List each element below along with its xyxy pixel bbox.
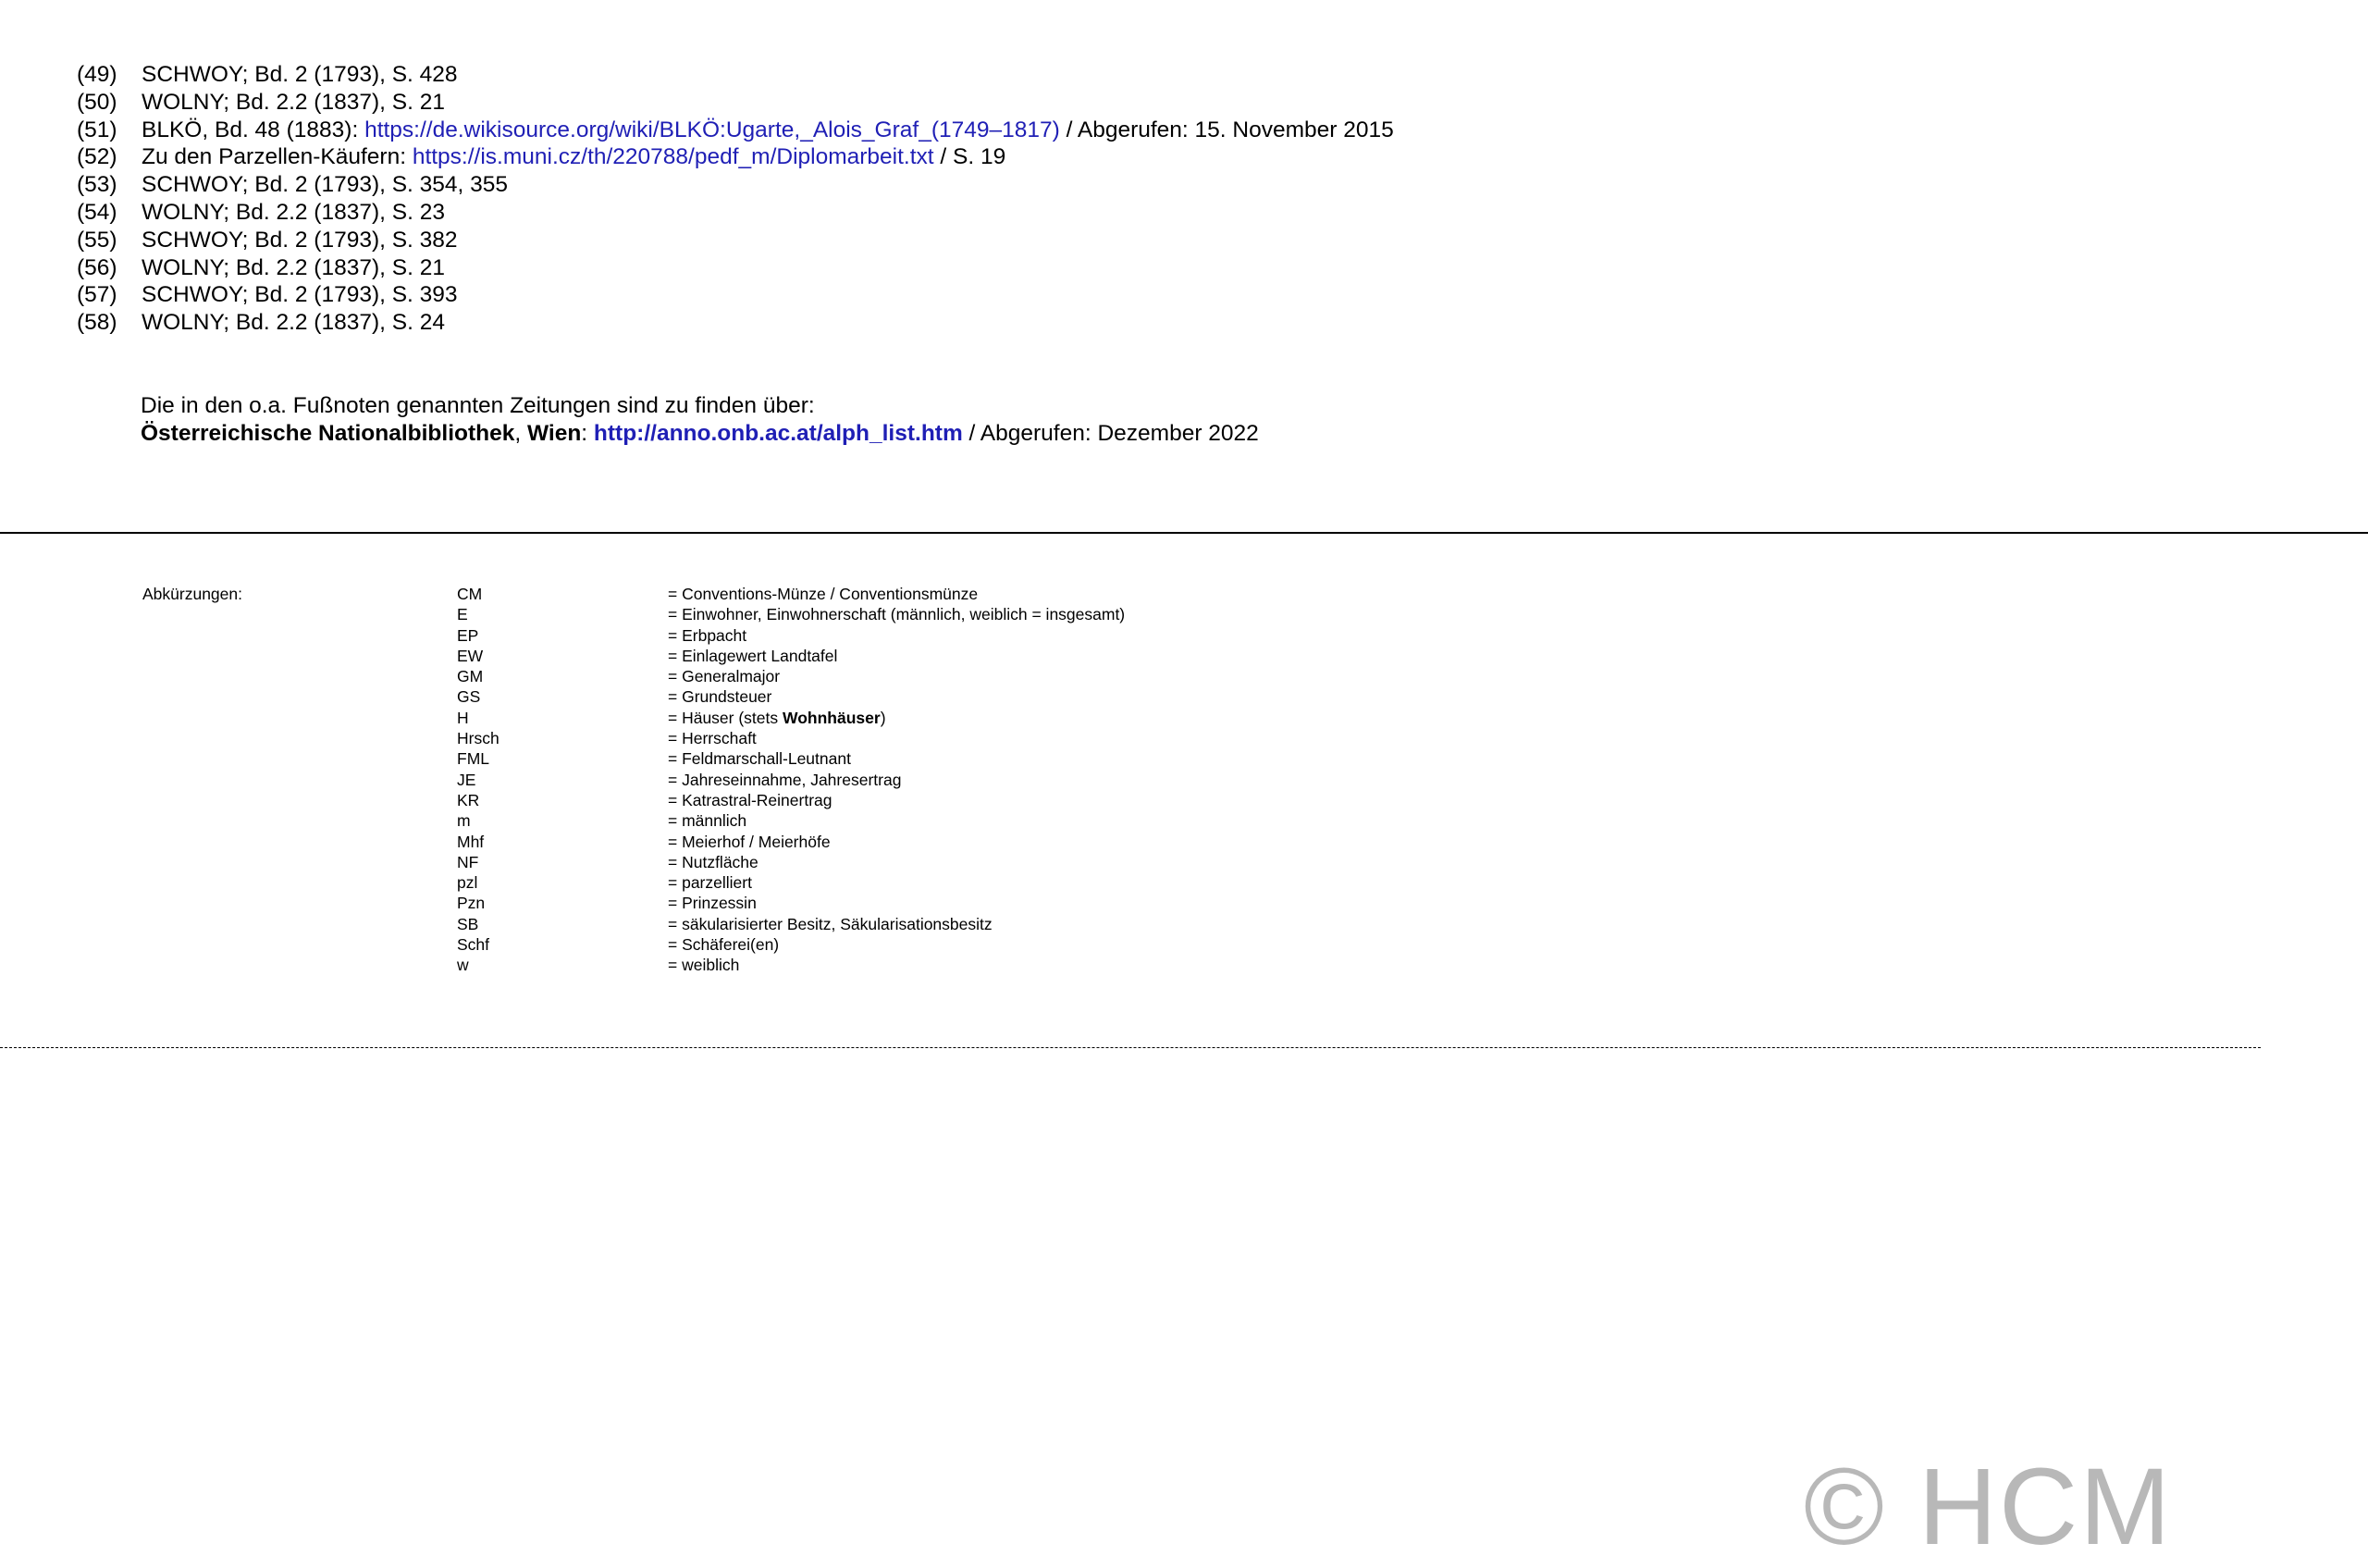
- footnote-text: SCHWOY; Bd. 2 (1793), S. 428: [142, 62, 458, 87]
- abbreviation-row: [457, 790, 1125, 810]
- abbreviation-row: [457, 955, 1125, 975]
- abbreviation-definition: = Generalmajor: [668, 667, 781, 686]
- abbreviation-definition: = weiblich: [668, 956, 740, 975]
- footnote-number: (57): [77, 282, 117, 308]
- abbreviation-definition: = säkularisierter Besitz, Säkularisationsbesitz: [668, 914, 993, 933]
- abbreviation-row: [457, 852, 1125, 872]
- abbreviation-code: Mhf: [457, 832, 485, 851]
- abbreviation-row: [457, 893, 1125, 913]
- abbreviation-code: H: [457, 708, 469, 727]
- abbreviation-row: [457, 728, 1125, 748]
- footnote-number: (51): [77, 117, 117, 142]
- diplomarbeit-link[interactable]: https://is.muni.cz/th/220788/pedf_m/Diplomarbeit.txt: [412, 144, 934, 170]
- copyright-watermark: © HCM: [1804, 1446, 2173, 1568]
- abbreviation-row: [457, 625, 1125, 646]
- abbreviation-code: GM: [457, 667, 484, 686]
- footnote-text: SCHWOY; Bd. 2 (1793), S. 393: [142, 282, 458, 308]
- footnote-item: [77, 171, 1394, 199]
- footnote-item: [77, 227, 1394, 254]
- footnote-text: WOLNY; Bd. 2.2 (1837), S. 23: [142, 199, 445, 225]
- anno-link[interactable]: http://anno.onb.ac.at/alph_list.htm: [593, 421, 963, 446]
- footnote-text: SCHWOY; Bd. 2 (1793), S. 354, 355: [142, 172, 509, 198]
- abbreviation-definition: = Prinzessin: [668, 894, 757, 913]
- abbreviation-row: [457, 646, 1125, 666]
- footnote-number: (56): [77, 254, 117, 280]
- dashed-divider: [0, 1047, 2261, 1048]
- footnote-number: (50): [77, 89, 117, 115]
- abbreviation-definition: = Meierhof / Meierhöfe: [668, 832, 831, 851]
- abbreviation-row: [457, 872, 1125, 893]
- abbreviation-row: [457, 748, 1125, 769]
- abbreviation-row: [457, 708, 1125, 728]
- footnote-item: [77, 61, 1394, 89]
- footnote-text: Zu den Parzellen-Käufern: https://is.muni.cz/th/220788/pedf_m/Diplomarbeit.txt / S. 19: [142, 144, 1006, 170]
- abbreviation-definition: = Schäferei(en): [668, 935, 780, 955]
- abbreviation-row: [457, 584, 1125, 604]
- abbreviation-definition: = Herrschaft: [668, 729, 757, 748]
- footnote-number: (54): [77, 199, 117, 225]
- sources-line: Österreichische Nationalbibliothek, Wien: http://anno.onb.ac.at/alph_list.htm / Abgerufen: Dezember 2022: [141, 421, 1259, 446]
- footnote-text: BLKÖ, Bd. 48 (1883): https://de.wikisource.org/wiki/BLKÖ:Ugarte,_Alois_Graf_(1749–1817) / Abgerufen: 15. November 2015: [142, 117, 1394, 142]
- abbreviation-definition: = parzelliert: [668, 873, 752, 893]
- footnote-item: [77, 143, 1394, 171]
- abbreviations-table: [457, 584, 1125, 976]
- abbreviation-code: EW: [457, 646, 484, 665]
- abbreviation-row: [457, 770, 1125, 790]
- abbreviation-row: [457, 604, 1125, 624]
- abbreviation-code: KR: [457, 790, 480, 809]
- abbreviation-code: E: [457, 605, 468, 624]
- abbreviation-code: EP: [457, 625, 479, 645]
- footnote-text: SCHWOY; Bd. 2 (1793), S. 382: [142, 227, 458, 253]
- abbreviation-code: Pzn: [457, 894, 486, 913]
- footnote-item: [77, 89, 1394, 117]
- abbreviation-code: Schf: [457, 935, 490, 955]
- library-name: Österreichische Nationalbibliothek: [141, 421, 515, 446]
- abbreviation-definition: = Nutzfläche: [668, 852, 758, 871]
- abbreviation-code: FML: [457, 749, 489, 769]
- abbreviation-definition: = Jahreseinnahme, Jahresertrag: [668, 770, 902, 789]
- abbreviation-definition: = Feldmarschall-Leutnant: [668, 749, 851, 769]
- abbreviation-code: CM: [457, 585, 483, 603]
- abbreviation-code: w: [457, 956, 469, 975]
- abbreviation-code: pzl: [457, 873, 478, 893]
- abbreviation-row: [457, 934, 1125, 955]
- abbreviation-code: NF: [457, 852, 479, 871]
- abbreviation-definition: = Einlagewert Landtafel: [668, 646, 838, 665]
- section-divider: [0, 532, 2368, 534]
- abbreviation-definition: = Erbpacht: [668, 625, 747, 645]
- abbreviation-definition: = Grundsteuer: [668, 687, 772, 707]
- abbreviation-row: [457, 914, 1125, 934]
- footnote-item: [77, 281, 1394, 309]
- abbreviation-row: [457, 810, 1125, 831]
- footnote-number: (53): [77, 172, 117, 198]
- footnote-number: (55): [77, 227, 117, 253]
- abbreviation-code: SB: [457, 914, 479, 933]
- newspaper-sources: [141, 392, 1259, 448]
- abbreviation-definition: = Häuser (stets Wohnhäuser): [668, 708, 886, 727]
- footnote-text: WOLNY; Bd. 2.2 (1837), S. 24: [142, 310, 445, 336]
- abbreviation-code: m: [457, 811, 471, 831]
- abbreviations-label: Abkürzungen:: [142, 585, 242, 603]
- footnote-item: [77, 309, 1394, 337]
- abbreviation-definition: = Conventions-Münze / Conventionsmünze: [668, 585, 979, 603]
- abbreviation-row: [457, 832, 1125, 852]
- abbreviation-row: [457, 686, 1125, 707]
- footnote-text: WOLNY; Bd. 2.2 (1837), S. 21: [142, 89, 445, 115]
- footnote-number: (49): [77, 62, 117, 87]
- footnote-item: [77, 254, 1394, 282]
- library-city: Wien: [526, 421, 582, 446]
- retrieved-date: / Abgerufen: Dezember 2022: [962, 421, 1259, 446]
- footnote-list: [77, 61, 1394, 337]
- abbreviation-code: JE: [457, 770, 476, 789]
- abbreviation-code: GS: [457, 687, 481, 707]
- abbreviation-definition: = Katrastral-Reinertrag: [668, 790, 832, 809]
- abbreviation-definition: = Einwohner, Einwohnerschaft (männlich, weiblich = insgesamt): [668, 605, 1126, 624]
- footnote-item: [77, 117, 1394, 144]
- abbreviation-code: Hrsch: [457, 729, 500, 748]
- footnote-number: (58): [77, 310, 117, 336]
- footnote-number: (52): [77, 144, 117, 170]
- sources-intro: Die in den o.a. Fußnoten genannten Zeitungen sind zu finden über:: [141, 393, 815, 418]
- abbreviation-row: [457, 666, 1125, 686]
- footnote-item: [77, 199, 1394, 227]
- abbreviation-definition: = männlich: [668, 811, 747, 831]
- footnote-text: WOLNY; Bd. 2.2 (1837), S. 21: [142, 254, 445, 280]
- wikisource-link[interactable]: https://de.wikisource.org/wiki/BLKÖ:Ugarte,_Alois_Graf_(1749–1817): [364, 117, 1060, 142]
